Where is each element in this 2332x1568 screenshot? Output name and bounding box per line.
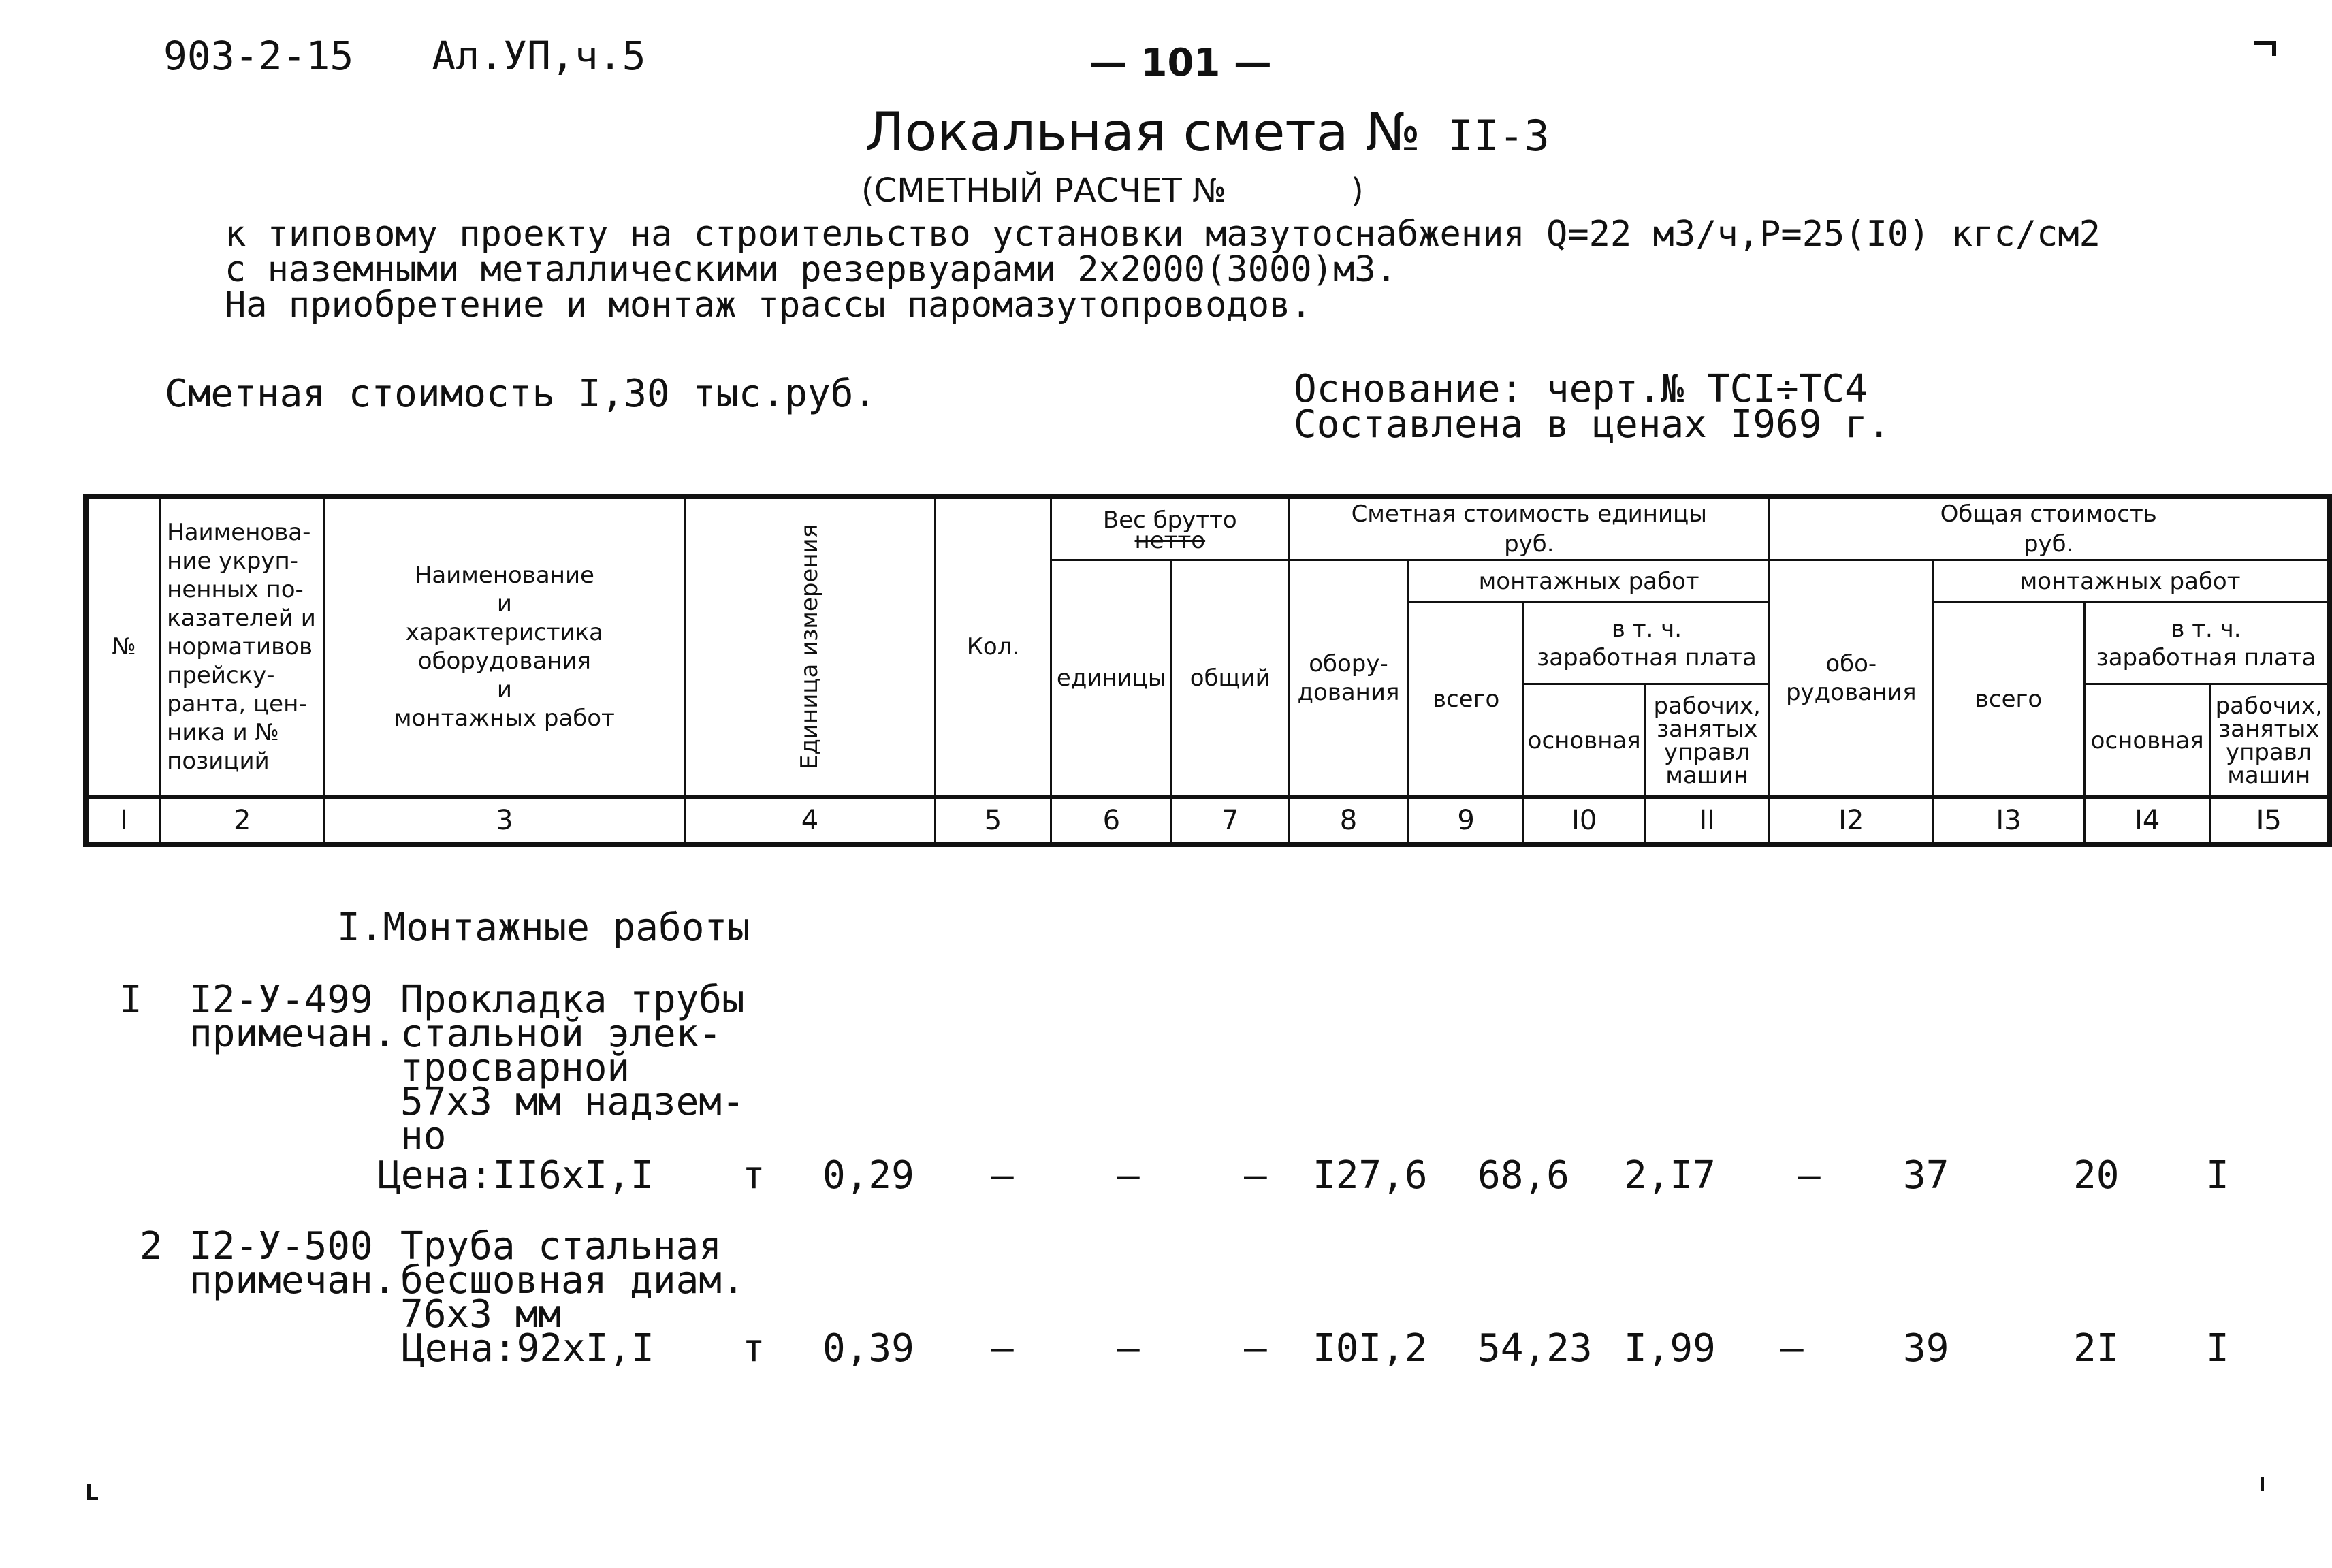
header-total-all: всего (1933, 603, 2085, 797)
header-col-name (324, 496, 685, 797)
header-weight-unit: единицы (1051, 560, 1172, 797)
row-name-line: стальной элек- (400, 1012, 722, 1056)
column-number: 9 (1408, 797, 1524, 844)
column-number: II (1644, 797, 1770, 844)
column-number: I0 (1524, 797, 1644, 844)
description-line-3: На приобретение и монтаж трассы паромазутопроводов. (225, 285, 1312, 325)
row-1-wage-machine: 2,I7 (1624, 1153, 1716, 1198)
column-number: 3 (324, 797, 685, 844)
row-name-line: но (400, 1114, 447, 1158)
row-2-total-wage-main: 2I (2073, 1326, 2120, 1371)
row-2-name (400, 1224, 745, 1337)
header-col-number: № (86, 496, 161, 797)
row-2-total-all: 39 (1903, 1326, 1949, 1371)
corner-mark-bottom-right (2261, 1477, 2264, 1491)
row-name-line: бесшовная диам. (400, 1258, 745, 1302)
column-number: I2 (1770, 797, 1933, 844)
header-unit-cost (1289, 496, 1770, 560)
header-weight-total: общий (1172, 560, 1289, 797)
estimate-title (865, 102, 1550, 163)
header-machine-line: управл (1663, 738, 1751, 766)
row-1-number: I (119, 978, 142, 1022)
series-code: 903-2-15 (163, 33, 354, 79)
header-wage-main: основная (1524, 684, 1644, 797)
header-unit-label: Единица измерения (796, 524, 824, 770)
header-col-code (161, 496, 324, 797)
header-code-line: прейску- (167, 662, 275, 690)
description-line-2: с наземными металлическими резервуарами 2х2000(3000)м3. (225, 249, 1397, 290)
row-2-equipment-unit: – (1244, 1326, 1267, 1371)
header-name-line: и (496, 590, 512, 618)
row-name-line: 57х3 мм надзем- (400, 1080, 745, 1124)
header-machine-line: машин (2227, 761, 2311, 789)
row-1-total-wage-main: 20 (2073, 1153, 2120, 1198)
column-number: 4 (685, 797, 935, 844)
row-1-weight-total: – (1117, 1153, 1140, 1198)
row-1-installation-total: I27,6 (1313, 1153, 1428, 1198)
row-2-unit: т (742, 1326, 765, 1371)
header-machine-line: управл (2225, 738, 2312, 766)
header-installation-unit: монтажных работ (1408, 560, 1770, 603)
row-2-wage-main: 54,23 (1478, 1326, 1593, 1371)
row-name-line: Труба стальная (400, 1224, 722, 1268)
header-unit-cost-label: Сметная стоимость единицы (1351, 500, 1708, 528)
row-2-total-wage-machine: I (2206, 1326, 2229, 1371)
header-name-line: характеристика (405, 619, 603, 647)
header-code-line: ние укруп- (167, 547, 299, 575)
header-machine-line: занятых (2218, 715, 2320, 743)
row-1-name (400, 978, 745, 1158)
row-2-code (189, 1224, 396, 1302)
header-total-cost-label: Общая стоимость (1940, 500, 2157, 528)
estimate-basis (1294, 367, 1891, 447)
header-equipment-unit (1289, 560, 1409, 797)
row-2-installation-total: I0I,2 (1313, 1326, 1428, 1371)
header-code-line: ненных по- (167, 576, 304, 604)
estimate-subtitle: (СМЕТНЫЙ РАСЧЕТ № ) (861, 172, 1364, 210)
row-1-unit: т (742, 1153, 765, 1198)
header-wage-machine (1644, 684, 1770, 797)
header-total-cost-rub: руб. (2023, 530, 2074, 558)
column-number: I3 (1933, 797, 2085, 844)
basis-drawings: Основание: черт.№ ТСI÷ТС4 (1294, 367, 1868, 411)
header-code-line: позиций (167, 748, 270, 775)
row-2-equipment-total: – (1780, 1326, 1804, 1371)
header-equipment-total-line: рудования (1785, 678, 1917, 706)
album-reference: Ал.УП,ч.5 (432, 33, 646, 79)
header-unit-cost-rub: руб. (1504, 530, 1554, 558)
corner-mark (2254, 41, 2274, 45)
row-code-line: примечан. (189, 1258, 396, 1302)
row-2-wage-machine: I,99 (1624, 1326, 1716, 1371)
header-code-line: ранта, цен- (167, 690, 307, 718)
header-machine-line: рабочих, (1653, 692, 1761, 720)
description-line-1: к типовому проекту на строительство установки мазутоснабжения Q=22 м3/ч,Р=25(I0) кгс/см2 (225, 214, 2101, 255)
header-wages: заработная плата (1537, 643, 1757, 671)
column-number: 5 (935, 797, 1051, 844)
column-number: 7 (1172, 797, 1289, 844)
column-number: I4 (2084, 797, 2210, 844)
row-1-equipment-total: – (1798, 1153, 1821, 1198)
estimated-cost: Сметная стоимость I,30 тыс.руб. (165, 372, 877, 416)
column-number: 6 (1051, 797, 1172, 844)
header-name-line: оборудования (417, 647, 591, 675)
header-machine-line: машин (1665, 761, 1749, 789)
corner-mark-tick (2272, 41, 2276, 56)
header-installation-total: монтажных работ (1933, 560, 2329, 603)
header-wages-total (2084, 603, 2329, 684)
estimate-table-header (83, 494, 2332, 847)
header-name-line: монтажных работ (394, 705, 615, 733)
row-code-line: примечан. (189, 1012, 396, 1056)
header-equipment-line: обору- (1309, 650, 1388, 677)
header-incl: в т. ч. (1611, 615, 1682, 643)
row-name-line: тросварной (400, 1046, 630, 1090)
header-weight-net: нетто (1134, 527, 1206, 554)
column-number: I (86, 797, 161, 844)
row-2-weight-unit: – (991, 1326, 1014, 1371)
header-col-qty: Кол. (935, 496, 1051, 797)
header-code-line: казателей и (167, 605, 316, 633)
row-code-line: I2-У-499 (189, 978, 373, 1022)
row-1-total-wage-machine: I (2206, 1153, 2229, 1198)
header-equipment-line: дования (1297, 678, 1400, 706)
header-incl: в т. ч. (2171, 615, 2241, 643)
row-1-equipment-unit: – (1244, 1153, 1267, 1198)
header-weight-gross: Вес брутто (1102, 507, 1237, 534)
row-2-weight-total: – (1117, 1326, 1140, 1371)
header-machine-line: рабочих, (2215, 692, 2322, 720)
basis-price-year: Составлена в ценах I969 г. (1294, 402, 1891, 447)
header-total-cost (1770, 496, 2329, 560)
header-weight (1051, 496, 1289, 560)
corner-mark-bottom-left-foot (87, 1497, 98, 1500)
column-number: I5 (2210, 797, 2329, 844)
page-number: — 101 — (1089, 41, 1272, 85)
row-2-qty: 0,39 (822, 1326, 914, 1371)
row-1-qty: 0,29 (822, 1153, 914, 1198)
header-machine-line: занятых (1656, 715, 1758, 743)
header-wages-unit (1524, 603, 1770, 684)
row-name-line: Прокладка трубы (400, 978, 745, 1022)
row-1-wage-main: 68,6 (1478, 1153, 1569, 1198)
row-2-number: 2 (140, 1224, 163, 1268)
header-code-line: ника и № (167, 719, 279, 747)
row-1-code (189, 978, 396, 1056)
row-1-weight-unit: – (991, 1153, 1014, 1198)
document-code-header (163, 33, 646, 79)
header-total-wage-machine (2210, 684, 2329, 797)
header-total-wage-main: основная (2084, 684, 2210, 797)
column-number: 8 (1289, 797, 1409, 844)
header-code-line: Наименова- (167, 519, 311, 547)
header-installation-all: всего (1408, 603, 1524, 797)
row-2-price: Цена:92хI,I (402, 1326, 654, 1371)
project-description (225, 214, 2101, 325)
estimate-number: II-3 (1448, 111, 1550, 161)
row-1-total-all: 37 (1903, 1153, 1949, 1198)
header-col-unit (685, 496, 935, 797)
header-code-line: нормативов (167, 633, 313, 661)
header-equipment-total-line: обо- (1825, 650, 1877, 677)
estimate-title-label: Локальная смета № (865, 102, 1421, 163)
header-name-line: Наименование (414, 562, 594, 590)
header-equipment-total (1770, 560, 1933, 797)
header-wages: заработная плата (2096, 643, 2316, 671)
section-title: I.Монтажные работы (337, 906, 750, 950)
row-name-line: 76х3 мм (400, 1292, 562, 1337)
column-number: 2 (161, 797, 324, 844)
row-1-price: Цена:II6хI,I (378, 1153, 654, 1198)
header-name-line: и (496, 676, 512, 704)
row-code-line: I2-У-500 (189, 1224, 373, 1268)
